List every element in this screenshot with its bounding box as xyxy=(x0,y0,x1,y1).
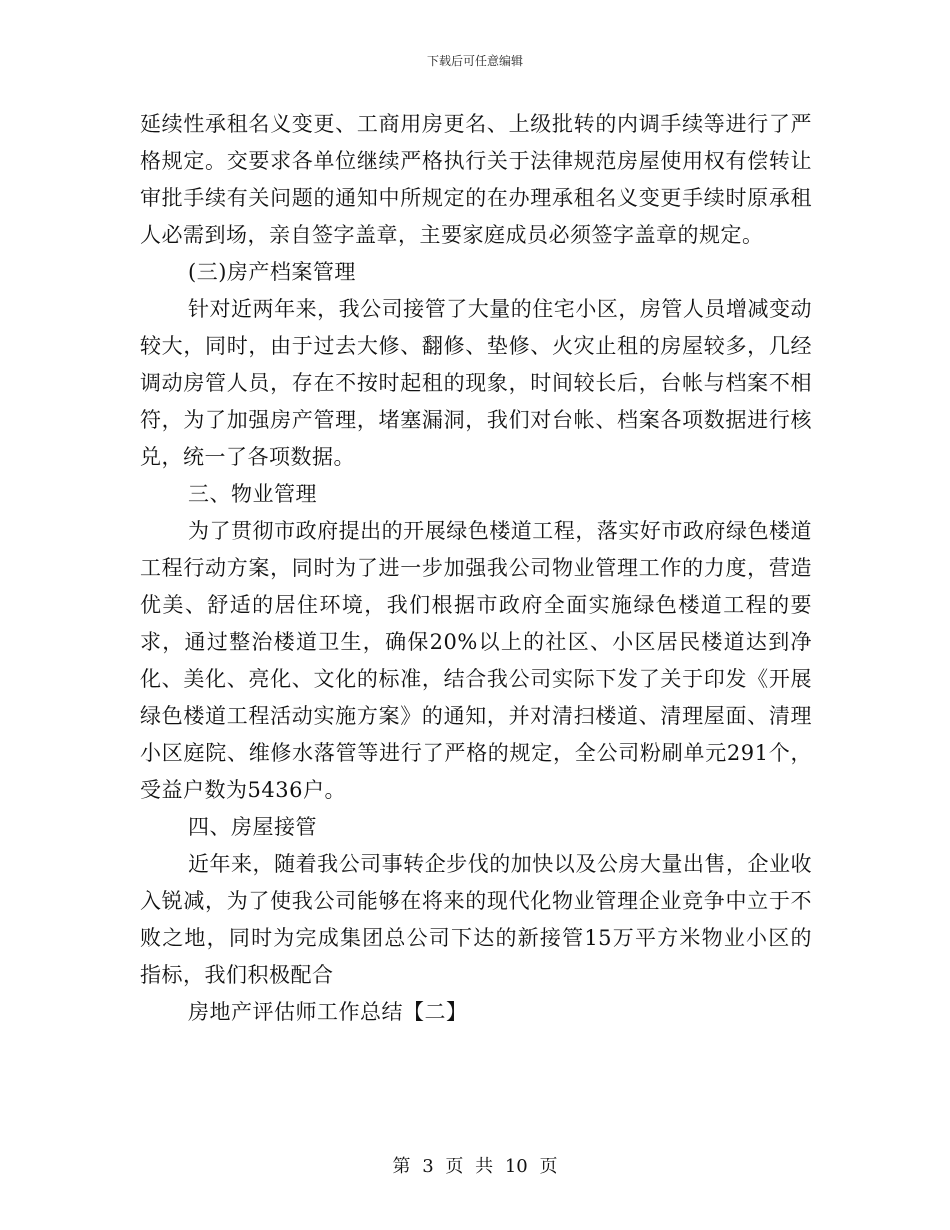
paragraph-archive: 针对近两年来，我公司接管了大量的住宅小区，房管人员增减变动较大，同时，由于过去大修、翻修、垫修、火灾止租的房屋较多，几经调动房管人员，存在不按时起租的现象，时间较长后，台帐与档案不相符，为了加强房产管理，堵塞漏洞，我们对台帐、档案各项数据进行核兑，统一了各项数据。 xyxy=(140,297,812,469)
section-heading-property: 三、物业管理 xyxy=(188,482,317,506)
page-header: 下载后可任意编辑 xyxy=(426,54,523,68)
paragraph-property: 为了贯彻市政府提出的开展绿色楼道工程，落实好市政府绿色楼道工程行动方案，同时为了进一步加强我公司物业管理工作的力度，营造优美、舒适的居住环境，我们根据市政府全面实施绿色楼道工程的要求，通过整治楼道卫生，确保20%以上的社区、小区居民楼道达到净化、美化、亮化、文化的标准，结合我公司实际下发了关于印发《开展绿色楼道工程活动实施方案》的通知，并对清扫楼道、清理屋面、清理小区庭院、维修水落管等进行了严格的规定，全公司粉刷单元291个，受益户数为5436户。 xyxy=(140,519,812,802)
paragraph-takeover: 近年来，随着我公司事转企步伐的加快以及公房大量出售，企业收入锐减，为了使我公司能够在将来的现代化物业管理企业竞争中立于不败之地，同时为完成集团总公司下达的新接管15万平方米物业小区的指标，我们积极配合 xyxy=(140,852,812,987)
document-body xyxy=(140,106,812,1031)
page-footer: 第 3 页 共 10 页 xyxy=(392,1156,558,1177)
paragraph-continued: 延续性承租名义变更、工商用房更名、上级批转的内调手续等进行了严格规定。交要求各单位继续严格执行关于法律规范房屋使用权有偿转让审批手续有关问题的通知中所规定的在办理承租名义变更手续时原承租人必需到场，亲自签字盖章，主要家庭成员必须签字盖章的规定。 xyxy=(140,112,812,247)
section-heading-summary-two: 房地产评估师工作总结【二】 xyxy=(188,1000,468,1024)
section-heading-archive: (三)房产档案管理 xyxy=(188,260,356,284)
section-heading-takeover: 四、房屋接管 xyxy=(188,815,317,839)
